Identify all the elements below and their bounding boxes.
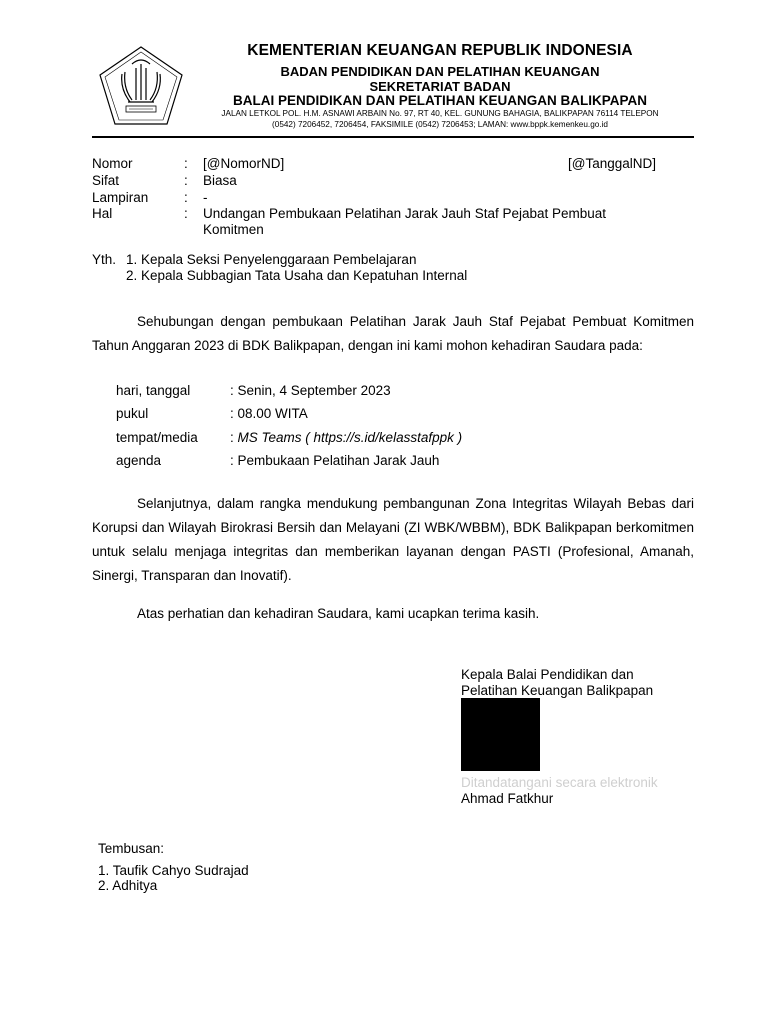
letterhead-divider — [92, 136, 694, 138]
sifat-value: Biasa — [203, 173, 237, 188]
meeting-link[interactable]: MS Teams ( https://s.id/kelasstafppk ) — [237, 430, 463, 445]
hal-value: Undangan Pembukaan Pelatihan Jarak Jauh Staf Pejabat Pembuat Komitmen — [203, 206, 607, 237]
signer-name: Ahmad Fatkhur — [461, 791, 554, 806]
letterhead-secretariat: SEKRETARIAT BADAN — [369, 79, 511, 94]
cc-item: 2. Adhitya — [98, 878, 158, 893]
nomor-label: Nomor — [92, 156, 133, 171]
schedule-value-prefix: : — [230, 430, 238, 445]
schedule-label: hari, tanggal — [116, 383, 191, 398]
lampiran-value: - — [203, 190, 208, 205]
ministry-emblem-icon — [96, 44, 186, 128]
hal-label: Hal — [92, 206, 113, 221]
tanggal-value: [@TanggalND] — [568, 156, 656, 171]
letterhead-address-line2: (0542) 7206452, 7206454, FAKSIMILE (0542) 7206453; LAMAN: www.bppk.kemenkeu.go.id — [272, 120, 608, 129]
nomor-colon: : — [184, 156, 188, 171]
intro-paragraph: Sehubungan dengan pembukaan Pelatihan Jarak Jauh Staf Pejabat Pembuat Komitmen Tahun Anggaran 2023 di BDK Balikpapan, dengan ini kami mohon kehadiran Saudara pada: — [92, 314, 694, 353]
nomor-value: [@NomorND] — [203, 156, 285, 171]
cc-label: Tembusan: — [98, 841, 165, 856]
sifat-colon: : — [184, 173, 188, 188]
lampiran-colon: : — [184, 190, 188, 205]
letterhead-address-line1: JALAN LETKOL POL. H.M. ASNAWI ARBAIN No. 97, RT 40, KEL. GUNUNG BAHAGIA, BALIKPAPAN 76114 TELEPON — [221, 109, 659, 118]
electronic-signature-note: Ditandatangani secara elektronik — [461, 775, 658, 790]
schedule-label: agenda — [116, 453, 162, 468]
schedule-value: : Pembukaan Pelatihan Jarak Jauh — [230, 453, 440, 468]
sifat-label: Sifat — [92, 173, 120, 188]
recipient-item: 1. Kepala Seksi Penyelenggaraan Pembelajaran — [126, 252, 417, 267]
hal-colon: : — [184, 206, 188, 221]
schedule-value — [230, 430, 462, 446]
recipient-item: 2. Kepala Subbagian Tata Usaha dan Kepatuhan Internal — [126, 268, 468, 283]
letterhead-agency: BADAN PENDIDIKAN DAN PELATIHAN KEUANGAN — [280, 64, 600, 79]
signer-title-line1: Kepala Balai Pendidikan dan — [461, 667, 634, 682]
recipients-prefix: Yth. — [92, 252, 117, 267]
schedule-value: : 08.00 WITA — [230, 406, 308, 421]
letterhead-office: BALAI PENDIDIKAN DAN PELATIHAN KEUANGAN BALIKPAPAN — [233, 93, 647, 108]
integrity-paragraph: Selanjutnya, dalam rangka mendukung pembangunan Zona Integritas Wilayah Bebas dari Korupsi dan Wilayah Birokrasi Bersih dan Melayani (ZI WBK/WBBM), BDK Balikpapan berkomitmen untuk selalu menjaga integritas dan memberikan layanan dengan PASTI (Profesional, Amanah, Sinergi, Transparan dan Inovatif). — [92, 496, 694, 583]
letterhead-ministry: KEMENTERIAN KEUANGAN REPUBLIK INDONESIA — [247, 42, 633, 59]
schedule-value: : Senin, 4 September 2023 — [230, 383, 391, 398]
lampiran-label: Lampiran — [92, 190, 149, 205]
schedule-label: tempat/media — [116, 430, 198, 445]
cc-item: 1. Taufik Cahyo Sudrajad — [98, 863, 249, 878]
schedule-label: pukul — [116, 406, 149, 421]
signer-title-line2: Pelatihan Keuangan Balikpapan — [461, 683, 654, 698]
signature-qr-redacted — [461, 698, 540, 771]
closing-sentence: Atas perhatian dan kehadiran Saudara, kami ucapkan terima kasih. — [137, 606, 540, 621]
